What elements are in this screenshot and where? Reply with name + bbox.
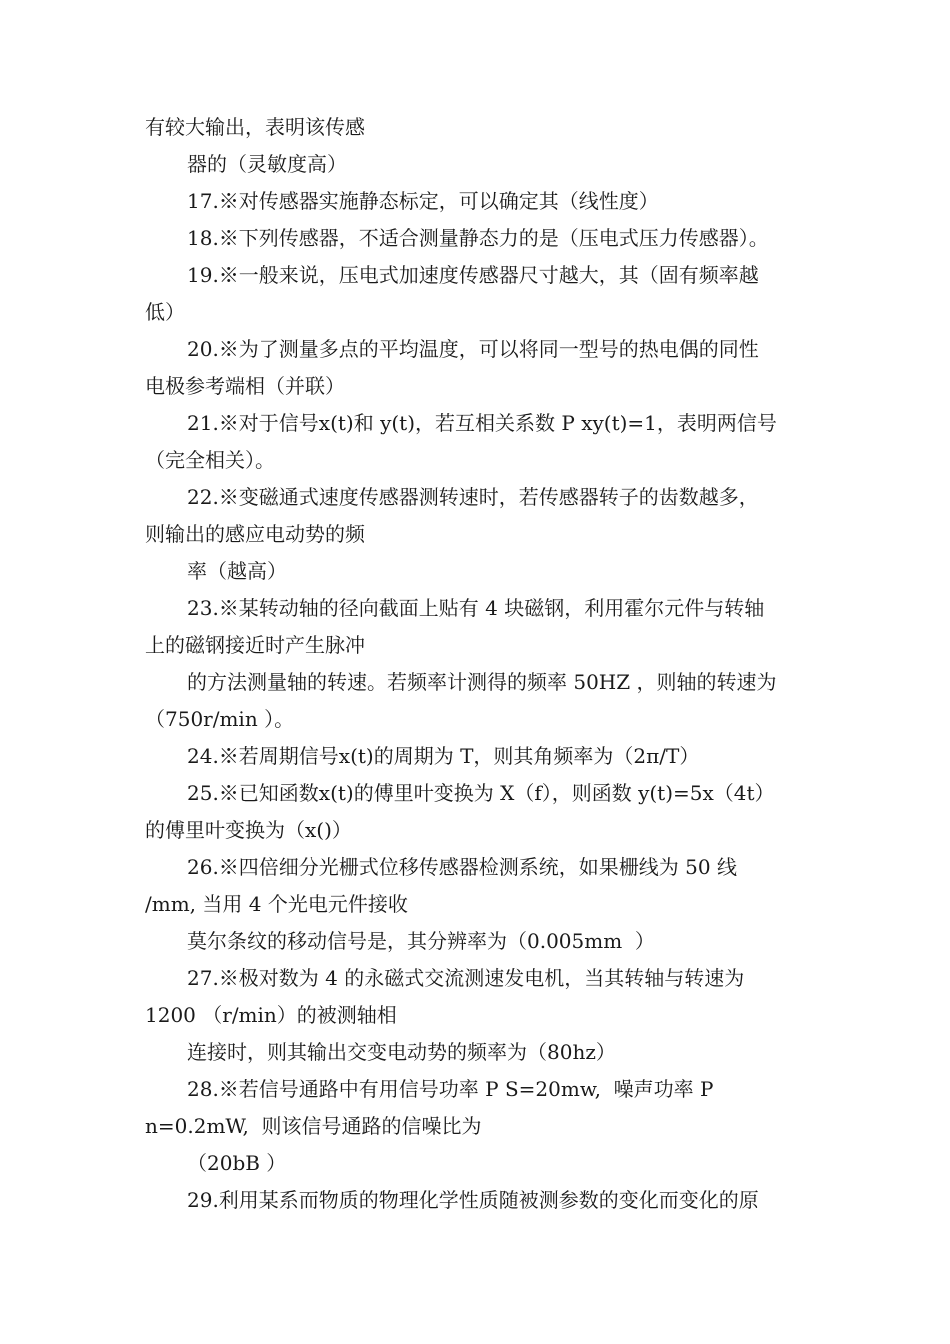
text-line: 19.※一般来说，压电式加速度传感器尺寸越大，其（固有频率越 xyxy=(187,263,759,287)
text-line: 27.※极对数为 4 的永磁式交流测速发电机，当其转轴与转速为 xyxy=(187,966,745,990)
text-line: 的方法测量轴的转速。若频率计测得的频率 50HZ ，则轴的转速为 xyxy=(187,670,777,694)
text-line: 莫尔条纹的移动信号是，其分辨率为（0.005mm ） xyxy=(187,929,655,953)
text-line: 25.※已知函数x(t)的傅里叶变换为 X（f），则函数 y(t)=5x（4t） xyxy=(187,781,775,805)
text-line: 电极参考端相（并联） xyxy=(145,374,345,398)
text-line: 21.※对于信号x(t)和 y(t)，若互相关系数 P xy(t)=1，表明两信号 xyxy=(187,411,777,435)
text-line: 器的（灵敏度高） xyxy=(187,152,347,176)
text-line: 的傅里叶变换为（x()） xyxy=(145,818,352,842)
text-line: 上的磁钢接近时产生脉冲 xyxy=(145,633,365,657)
text-line: 29.利用某系而物质的物理化学性质随被测参数的变化而变化的原 xyxy=(187,1188,759,1212)
text-line: 率（越高） xyxy=(187,559,287,583)
text-line: 有较大输出，表明该传感 xyxy=(145,115,365,139)
text-line: 低） xyxy=(145,300,185,324)
text-line: 18.※下列传感器，不适合测量静态力的是（压电式压力传感器）。 xyxy=(187,226,769,250)
text-line: 24.※若周期信号x(t)的周期为 T，则其角频率为（2π/T） xyxy=(187,744,700,768)
text-line: （20bB ） xyxy=(187,1151,287,1175)
text-line: n=0.2mW, 则该信号通路的信噪比为 xyxy=(145,1114,482,1138)
text-line: 23.※某转动轴的径向截面上贴有 4 块磁钢，利用霍尔元件与转轴 xyxy=(187,596,765,620)
text-line: 则输出的感应电动势的频 xyxy=(145,522,365,546)
text-line: 连接时，则其输出交变电动势的频率为（80hz） xyxy=(187,1040,616,1064)
text-line: 28.※若信号通路中有用信号功率 P S=20mw, 噪声功率 P xyxy=(187,1077,714,1101)
text-line: （750r/min ）。 xyxy=(145,707,295,731)
text-line: 17.※对传感器实施静态标定，可以确定其（线性度） xyxy=(187,189,659,213)
text-line: /mm, 当用 4 个光电元件接收 xyxy=(145,892,408,916)
text-line: 1200 （r/min）的被测轴相 xyxy=(145,1003,397,1027)
text-line: （完全相关）。 xyxy=(145,448,275,472)
text-line: 20.※为了测量多点的平均温度，可以将同一型号的热电偶的同性 xyxy=(187,337,759,361)
text-line: 26.※四倍细分光栅式位移传感器检测系统，如果栅线为 50 线 xyxy=(187,855,737,879)
text-line: 22.※变磁通式速度传感器测转速时，若传感器转子的齿数越多， xyxy=(187,485,759,509)
